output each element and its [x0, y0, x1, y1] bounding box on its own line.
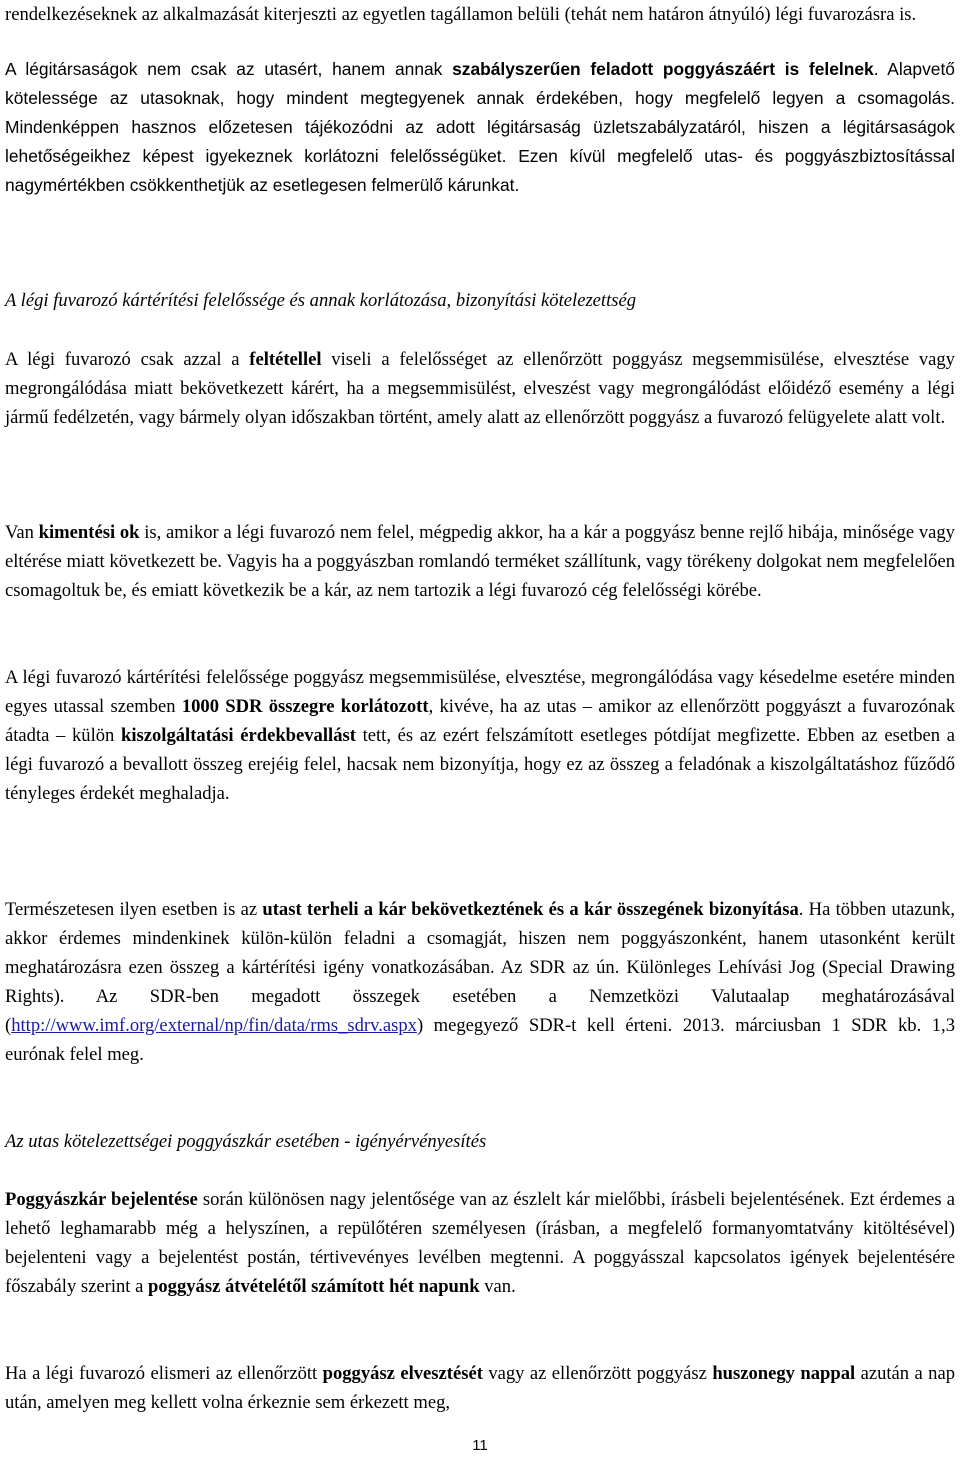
paragraph-lost-luggage: Ha a légi fuvarozó elismeri az ellenőrzött poggyász elvesztését vagy az ellenőrzött poggyász huszonegy nappal azután a nap után, amelyen meg kellett volna érkeznie sem érkezett meg, — [5, 1363, 955, 1413]
bold-phrase: utast terheli a kár bekövetkeztének és a kár összegének bizonyítása — [262, 899, 799, 920]
paragraph-exemption: Van kimentési ok is, amikor a légi fuvarozó nem felel, mégpedig akkor, ha a kár a poggyász benne rejlő hibája, minősége vagy eltérése miatt következett be. Vagyis ha a poggyászban romlandó terméket szállítunk, vagy törékeny dolgokat nem megfelelően csomagoltuk be, és emiatt következik be a kár, az nem tartozik a légi fuvarozó cég felelősségi körébe. — [5, 522, 955, 601]
bold-phrase: huszonegy nappal — [712, 1363, 856, 1384]
bold-phrase: kiszolgáltatási érdekbevallást — [120, 725, 356, 746]
bold-phrase: szabályszerűen feladott poggyászáért is felelnek — [452, 59, 874, 79]
bold-phrase: feltétellel — [249, 349, 322, 370]
paragraph-damage-report: Poggyászkár bejelentése során különösen nagy jelentősége van az észlelt kár mielőbbi, írásbeli bejelentésének. Ezt érdemes a lehető leghamarabb még a helyszínen, a repülőtéren személyesen (írásban, a megfelelő formanyomtatvány kitöltésével) bejelenteni vagy a bejelentést postán, tértivevényes levélben megtenni. A poggyásszal kapcsolatos igények bejelentésére főszabály szerint a poggyász átvételétől számított hét napunk van. — [5, 1189, 955, 1297]
paragraph-liability-limit: A légi fuvarozó kártérítési felelőssége poggyász megsemmisülése, elvesztése, megrongálódása vagy késedelme esetére minden egyes utassal szemben 1000 SDR összegre korlátozott, kivéve, ha az utas – amikor az ellenőrzött poggyászt a fuvarozónak átadta – külön kiszolgáltatási érdekbevallást tett, és az ezért felszámított esetleges pótdíjat megfizette. Ebben az esetben a légi fuvarozó a bevallott összeg erejéig felel, hacsak nem bizonyítja, hogy ez az összeg a feladónak a kiszolgáltatáshoz fűződő tényleges érdekét meghaladja. — [5, 667, 956, 804]
paragraph-liability-condition: A légi fuvarozó csak azzal a feltétellel viseli a felelősséget az ellenőrzött poggyász megsemmisülése, elvesztése vagy megrongálódása miatt bekövetkezett kárért, ha a megsemmisülést, elveszést vagy megrongálódást előidéző esemény a légi jármű fedélzetén, vagy bármely olyan időszakban történt, amely alatt az ellenőrzött poggyász a fuvarozó felügyelete alatt volt. — [5, 349, 955, 428]
paragraph-burden-of-proof: Természetesen ilyen esetben is az utast terheli a kár bekövetkeztének és a kár összegének bizonyítása. Ha többen utazunk, akkor érdemes mindenkinek külön-külön feladni a csomagját, hiszen nem poggyászonként, hanem utasonként került meghatározásra ezen összeg a kártérítési igény vonatkozásában. Az SDR az ún. Különleges Lehívási Jog (Special Drawing Rights). Az SDR-ben megadott összegek esetében a Nemzetközi Valutaalap meghatározásával (http://www.imf.org/external/np/fin/data/rms_sdrv.aspx) megegyező SDR-t kell érteni. 2013. márciusban 1 SDR kb. 1,3 eurónak felel meg. — [5, 899, 956, 1065]
imf-link[interactable]: http://www.imf.org/external/np/fin/data/rms_sdrv.aspx — [11, 1015, 417, 1036]
paragraph-intro-continuation: rendelkezéseknek az alkalmazását kiterjeszti az egyetlen tagállamon belüli (tehát nem határon átnyúló) légi fuvarozásra is. — [5, 4, 917, 25]
bold-phrase: kimentési ok — [38, 522, 140, 543]
bold-phrase: poggyász átvételétől számított hét napunk — [148, 1276, 480, 1297]
section-heading-obligations: Az utas kötelezettségei poggyászkár esetében - igényérvényesítés — [5, 1131, 487, 1152]
bold-phrase: Poggyászkár bejelentése — [5, 1189, 198, 1210]
paragraph-airline-responsibility: A légitársaságok nem csak az utasért, hanem annak szabályszerűen feladott poggyászáért is felelnek. Alapvető kötelessége az utasoknak, hogy mindent megtegyenek annak érdekében, hogy megfelelő legyen a csomagolás. Mindenképpen hasznos előzetesen tájékozódni az adott légitársaság üzletszabályzatáról, hiszen a légitársaságok lehetőségeikhez képest igyekeznek korlátozni felelősségüket. Ezen kívül megfelelő utas- és poggyászbiztosítással nagymértékben csökkenthetjük az esetlegesen felmerülő kárunkat. — [5, 59, 955, 195]
section-heading-liability: A légi fuvarozó kártérítési felelőssége és annak korlátozása, bizonyítási kötelezettség — [5, 290, 637, 311]
page-number: 11 — [472, 1437, 488, 1454]
bold-phrase: 1000 SDR összegre korlátozott — [181, 696, 429, 717]
bold-phrase: poggyász elvesztését — [322, 1363, 483, 1384]
